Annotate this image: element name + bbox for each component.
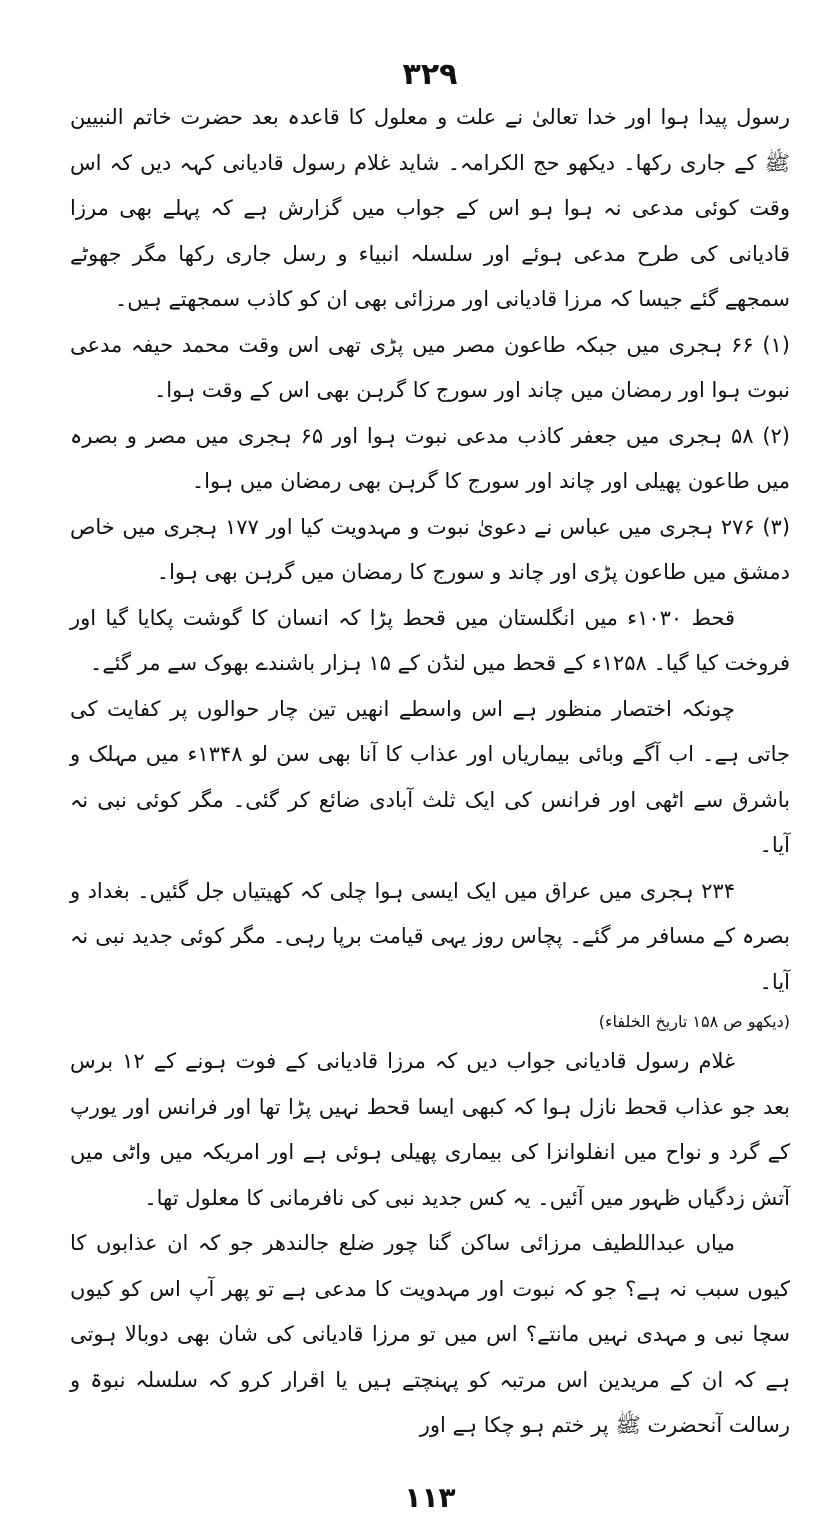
citation-reference: (دیکھو ص ۱۵۸ تاریخ الخلفاء) [598, 1012, 790, 1031]
document-page [70, 55, 790, 1525]
paragraph-question: غلام رسول قادیانی جواب دیں کہ مرزا قادیانی کے فوت ہونے کے ۱۲ برس بعد جو عذاب قحط نازل ہوا کہ کبھی ایسا قحط نہیں پڑا تھا اور فرانس اور یورپ کے گرد و نواح میں انفلوانزا کی بیماری پھیلی ہوئی ہے اور امریکہ میں واٹی میں آتش زدگیاں ظہور میں آئیں۔ یہ کس جدید نبی کی نافرمانی کا معلول تھا۔ [70, 1049, 790, 1210]
paragraph-famine: قحط ۱۰۳۰ء میں انگلستان میں قحط پڑا کہ انسان کا گوشت پکایا گیا اور فروخت کیا گیا۔ ۱۲۵۸ء کے قحط میں لنڈن کے ۱۵ ہزار باشندے بھوک سے مر گئے۔ [70, 605, 790, 675]
paragraph-abdul-latif: میاں عبداللطیف مرزائی ساکن گنا چور ضلع جالندھر جو کہ ان عذابوں کا کیوں سبب نہ ہے؟ جو کہ نبوت اور مہدویت کا مدعی ہے تو پھر آپ اس کو کیوں سچا نبی و مہدی نہیں مانتے؟ اس میں تو مرزا قادیانی کی شان بھی دوبالا ہوتی ہے کہ ان کے مریدین اس مرتبہ کو پہنچتے ہیں یا اقرار کرو کہ سلسلہ نبوۃ و رسالت آنحضرت ﷺ پر ختم ہو چکا ہے اور [70, 1231, 790, 1437]
paragraph-intro: رسول پیدا ہوا اور خدا تعالیٰ نے علت و معلول کا قاعدہ بعد حضرت خاتم النبیین ﷺ کے جاری رکھا۔ دیکھو حج الکرامہ۔ شاید غلام رسول قادیانی کہہ دیں کہ اس وقت کوئی مدعی نہ ہوا ہو اس کے جواب میں گزارش ہے کہ پہلے بھی مرزا قادیانی کی طرح مدعی ہوئے اور سلسلہ انبیاء و رسل جاری رکھا مگر جھوٹے سمجھے گئے جیسا کہ مرزا قادیانی اور مرزائی بھی ان کو کاذب سمجھتے ہیں۔ [70, 105, 790, 311]
paragraph-item-3: (۳) ۲۷۶ ہجری میں عباس نے دعویٰ نبوت و مہدویت کیا اور ۱۷۷ ہجری میں خاص دمشق میں طاعون پڑی اور چاند و سورج کا رمضان میں گرہن بھی ہوا۔ [70, 514, 791, 584]
page-number-bottom: ۱۱۳ [404, 1481, 456, 1514]
paragraph-iraq-wind: ۲۳۴ ہجری میں عراق میں ایک ایسی ہوا چلی کہ کھیتیاں جل گئیں۔ بغداد و بصرہ کے مسافر مر گئے۔ پچاس روز یہی قیامت برپا رہی۔ مگر کوئی جدید نبی نہ آیا۔ [70, 878, 790, 994]
paragraph-item-2: (۲) ۵۸ ہجری میں جعفر کاذب مدعی نبوت ہوا اور ۶۵ ہجری میں مصر و بصرہ میں طاعون پھیلی اور چاند اور سورج کا گرہن بھی رمضان میں ہوا۔ [70, 423, 790, 493]
paragraph-item-1: (۱) ۶۶ ہجری میں جبکہ طاعون مصر میں پڑی تھی اس وقت محمد حیفہ مدعی نبوت ہوا اور رمضان میں چاند اور سورج کا گرہن بھی اس کے وقت ہوا۔ [70, 332, 790, 402]
page-number-top: ۳۲۹ [402, 57, 458, 92]
paragraph-plague: چونکہ اختصار منظور ہے اس واسطے انھیں تین چار حوالوں پر کفایت کی جاتی ہے۔ اب آگے وبائی بیماریاں اور عذاب کا آنا بھی سن لو ۱۳۴۸ء میں مہلک و باشرق سے اٹھی اور فرانس کی ایک ثلث آبادی ضائع کر گئی۔ مگر کوئی نبی نہ آیا۔ [70, 696, 790, 857]
